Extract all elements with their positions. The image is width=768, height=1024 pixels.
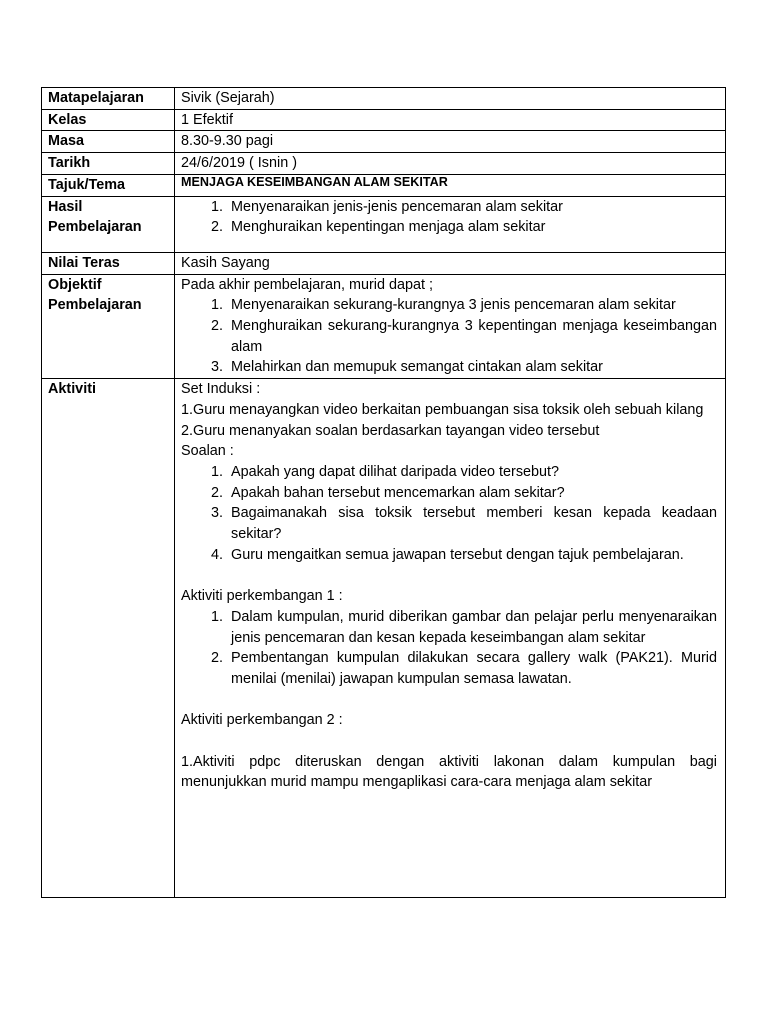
row-kelas [42, 109, 726, 131]
value-tajuk [175, 174, 726, 196]
row-hasil [42, 196, 726, 252]
perkembangan-1-heading: Aktiviti perkembangan 1 : [181, 588, 343, 605]
label-objektif-line1: Objektif [48, 276, 102, 293]
row-masa [42, 131, 726, 153]
label-objektif-line2: Pembelajaran [48, 297, 142, 314]
label-tarikh: Tarikh [42, 153, 175, 175]
spacer [181, 731, 717, 752]
row-nilai [42, 252, 726, 274]
perkembangan-2-text: 1.Aktiviti pdpc diteruskan dengan aktiviti lakonan dalam kumpulan bagi menunjukkan murid mampu mengaplikasi cara-cara menjaga alam sekitar [181, 753, 717, 791]
spacer [181, 565, 717, 586]
list-item: 2. Pembentangan kumpulan dilakukan secara gallery walk (PAK21). Murid menilai (menilai) jawapan kumpulan semasa lawatan. [227, 648, 717, 689]
list-item: 4. Guru mengaitkan semua jawapan tersebut dengan tajuk pembelajaran. [227, 545, 717, 566]
perkembangan-2-heading: Aktiviti perkembangan 2 : [181, 712, 343, 729]
list-item: 1. Menyenaraikan jenis-jenis pencemaran alam sekitar [227, 197, 717, 218]
value-hasil [175, 196, 726, 252]
spacer [181, 690, 717, 711]
perkembangan-1-list [181, 607, 717, 690]
row-tarikh [42, 153, 726, 175]
value-matapelajaran: Sivik (Sejarah) [175, 88, 726, 110]
row-objektif [42, 274, 726, 379]
value-kelas: 1 Efektif [175, 109, 726, 131]
set-induksi-heading: Set Induksi : [181, 381, 261, 398]
value-nilai: Kasih Sayang [175, 252, 726, 274]
lesson-plan-table [41, 87, 726, 898]
label-tajuk: Tajuk/Tema [42, 174, 175, 196]
value-tarikh: 24/6/2019 ( Isnin ) [175, 153, 726, 175]
list-item: 1. Dalam kumpulan, murid diberikan gambar dan pelajar perlu menyenaraikan jenis pencemaran dan kesan kepada keseimbangan alam sekitar [227, 607, 717, 648]
tajuk-text: MENJAGA KESEIMBANGAN ALAM SEKITAR [181, 174, 448, 189]
label-nilai: Nilai Teras [42, 252, 175, 274]
list-item: 3. Bagaimanakah sisa toksik tersebut memberi kesan kepada keadaan sekitar? [227, 503, 717, 544]
value-masa: 8.30-9.30 pagi [175, 131, 726, 153]
hasil-list [181, 197, 717, 238]
list-item: 2. Menghuraikan sekurang-kurangnya 3 kepentingan menjaga keseimbangan alam [227, 316, 717, 357]
label-matapelajaran: Matapelajaran [42, 88, 175, 110]
label-hasil-line1: Hasil [48, 198, 83, 215]
label-kelas: Kelas [42, 109, 175, 131]
soalan-list [181, 462, 717, 566]
label-hasil-line2: Pembelajaran [48, 219, 142, 236]
soalan-heading: Soalan : [181, 443, 234, 460]
induksi-step-1: 1.Guru menayangkan video berkaitan pembuangan sisa toksik oleh sebuah kilang [181, 401, 704, 418]
row-matapelajaran [42, 88, 726, 110]
label-aktiviti: Aktiviti [42, 379, 175, 898]
list-item: 1. Menyenaraikan sekurang-kurangnya 3 jenis pencemaran alam sekitar [227, 295, 717, 316]
list-item: 3. Melahirkan dan memupuk semangat cintakan alam sekitar [227, 357, 717, 378]
objektif-list [181, 295, 717, 378]
list-item: 2. Menghuraikan kepentingan menjaga alam sekitar [227, 217, 717, 238]
label-hasil [42, 196, 175, 252]
induksi-step-2: 2.Guru menanyakan soalan berdasarkan tayangan video tersebut [181, 422, 600, 439]
row-aktiviti [42, 379, 726, 898]
list-item: 2. Apakah bahan tersebut mencemarkan alam sekitar? [227, 483, 717, 504]
list-item: 1. Apakah yang dapat dilihat daripada video tersebut? [227, 462, 717, 483]
objektif-intro: Pada akhir pembelajaran, murid dapat ; [181, 276, 433, 293]
row-tajuk [42, 174, 726, 196]
label-objektif [42, 274, 175, 379]
value-aktiviti [175, 379, 726, 898]
label-masa: Masa [42, 131, 175, 153]
value-objektif [175, 274, 726, 379]
